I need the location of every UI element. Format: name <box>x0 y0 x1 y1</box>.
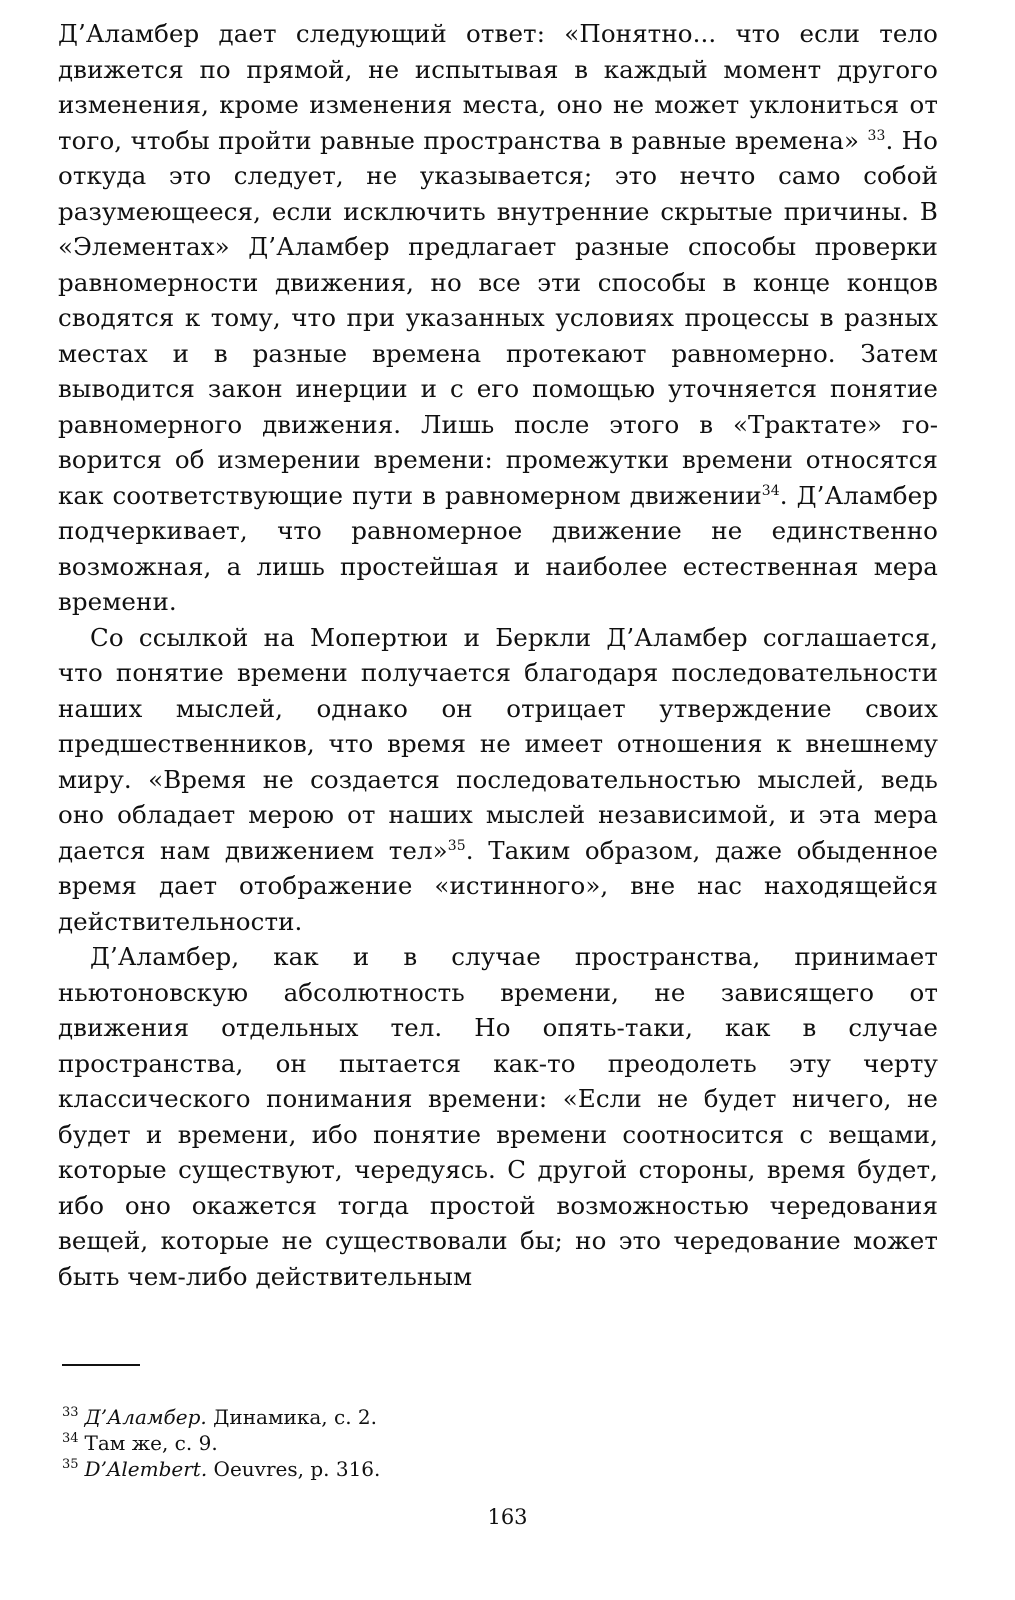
paragraph-2-text-b: . Таким образом, даже обыденное время дает отображение «истинного», вне нас находящейся действительности. <box>58 835 938 936</box>
footnote-text: Динамика, с. 2. <box>206 1405 377 1429</box>
paragraph-1-text-b: . Но откуда это следует, не указывается; это нечто само собой разумеющееся, если исключить внутренние скрытые причины. В «Элементах» Д’Аламбер предлагает разные способы проверки равномерности движения, но все эти способы в конце концов сводятся к тому, что при указанных условиях процессы в разных местах и в разные времена протекают равномерно. Затем выводится закон инерции и с его помощью уточняется понятие равномерного движения. Лишь после этого в «Трактате» говорится об измерении времени: промежутки времени относятся как соответствующие пути в равномерном движении <box>58 125 938 510</box>
footnote-33 <box>62 1404 922 1430</box>
footnote-number: 33 <box>62 1405 79 1421</box>
footnote-ref-35[interactable]: 35 <box>447 837 466 854</box>
footnote-number: 35 <box>62 1457 79 1473</box>
footnote-number: 34 <box>62 1431 79 1447</box>
paragraph-1-text-a: Д’Аламбер дает следующий ответ: «Понятно... что если тело движется по прямой, не испытывая в каждый момент другого изменения, кроме изменения места, оно не может уклониться от того, чтобы пройти равные пространства в равные времена» <box>58 19 938 155</box>
footnote-divider <box>62 1364 140 1366</box>
footnote-author: D’Alembert. <box>84 1457 208 1481</box>
paragraph-2-text-a: Со ссылкой на Мопертюи и Беркли Д’Аламбер соглашается, что понятие времени получается благодаря последовательности наших мыслей, однако он отрицает утверждение своих предшественников, что время не имеет отношения к внешнему миру. «Время не создается последовательностью мыслей, ведь оно обладает мерою от наших мыслей независимой, и эта мера дается нам движением тел» <box>58 622 938 865</box>
footnote-34 <box>62 1430 922 1456</box>
footnote-text: Oeuvres, p. 316. <box>207 1457 381 1481</box>
paragraph-3: Д’Аламбер, как и в случае пространства, принимает ньютоновскую абсолютность времени, не зависящего от движения отдельных тел. Но опять-таки, как в случае пространства, он пытается как-то преодолеть эту черту классического понимания времени: «Если не будет ничего, не будет и времени, ибо понятие времени соотносится с вещами, которые существуют, чередуясь. С другой стороны, время будет, ибо оно окажется тогда простой возможностью чередования вещей, которые не существовали бы; но это чередование может быть чем-либо действительным <box>58 942 938 1291</box>
footnotes <box>62 1404 922 1482</box>
paragraph-1-text-c: . Д’Аламбер подчеркивает, что равномерное движение не единственно возможная, а лишь простейшая и наиболее естественная мера времени. <box>58 480 938 616</box>
footnote-ref-34[interactable]: 34 <box>761 482 780 499</box>
footnote-text: Там же, с. 9. <box>84 1431 218 1455</box>
page-body <box>58 16 938 1294</box>
footnote-author: Д’Аламбер. <box>84 1405 207 1429</box>
footnote-ref-33[interactable]: 33 <box>867 127 886 144</box>
page-number: 163 <box>487 1505 528 1529</box>
paragraph-1 <box>58 16 938 620</box>
paragraph-2 <box>58 620 938 940</box>
footnote-35 <box>62 1456 922 1482</box>
